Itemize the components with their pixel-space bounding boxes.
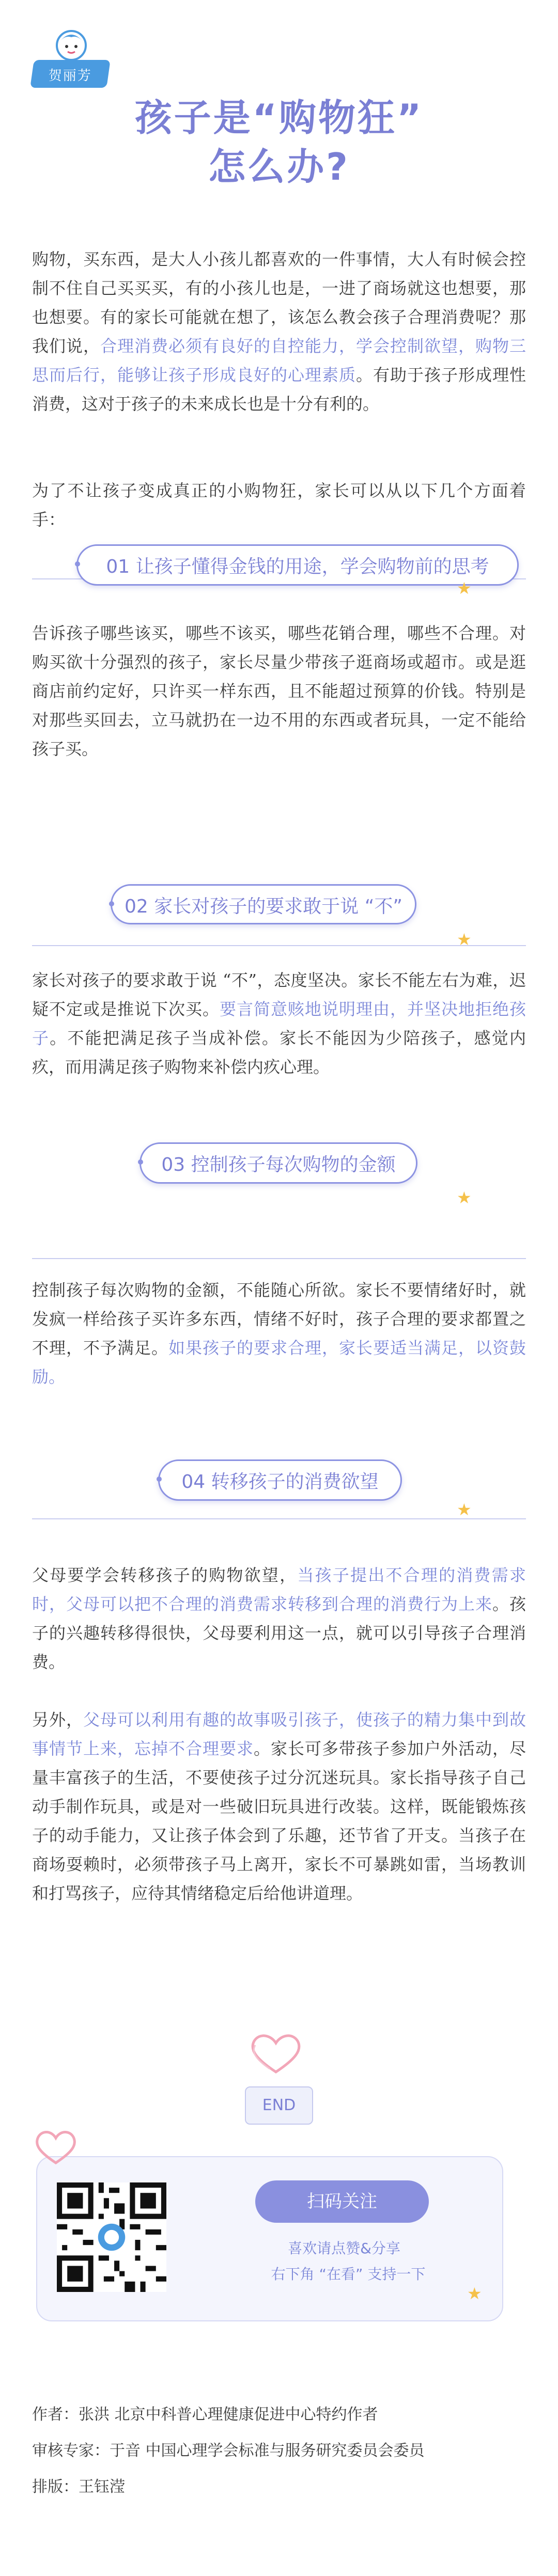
section-3-text: 控制孩子每次购物的金额，不能随心所欲。家长不要情绪好时，就发疯一样给孩子买许多东西，情绪不好时，孩子合理的要求都置之不理，不予满足。如果孩子的要求合理，家长要适当满足，以资鼓励。 <box>32 1280 526 1387</box>
end-badge: END <box>245 2086 313 2125</box>
cartoon-head-icon <box>55 26 88 62</box>
qr-code[interactable] <box>57 2182 166 2292</box>
credit-reviewer: 审核专家：于音 中国心理学会标准与服务研究委员会委员 <box>32 2442 425 2460</box>
star-icon: ★ <box>457 1500 472 1519</box>
intro-paragraph-2: 为了不让孩子变成真正的小购物狂，家长可以从以下几个方面着手： <box>32 481 526 529</box>
section-header-01: 01 让孩子懂得金钱的用途，学会购物前的思考 <box>76 544 519 586</box>
star-icon: ★ <box>457 578 472 598</box>
follow-button[interactable]: 扫码关注 <box>255 2180 429 2223</box>
card-line-1: 喜欢请点赞&分享 <box>288 2240 400 2257</box>
heart-icon <box>247 2031 305 2076</box>
section-divider <box>32 1258 526 1259</box>
section-4-text-2: 另外，父母可以利用有趣的故事吸引孩子，使孩子的精力集中到故事情节上来，忘掉不合理要求。家长可多带孩子参加户外活动，尽量丰富孩子的生活，不要使孩子过分沉迷玩具。家长指导孩子自己动手制作玩具，或是对一些破旧玩具进行改装。这样，既能锻炼孩子的动手能力，又让孩子体会到了乐趣，还节省了开支。当孩子在商场耍赖时，必须带孩子马上离开，家长不可暴跳如雷，当场教训和打骂孩子，应待其情绪稳定后给他讲道理。 <box>32 1710 526 1903</box>
intro-text-end: 。有助于孩子形成理性消费，这对于孩子的未来成长也是十分有利的。 <box>32 365 526 414</box>
credit-author: 作者：张洪 北京中科普心理健康促进中心特约作者 <box>32 2406 378 2424</box>
section-divider <box>32 945 526 946</box>
star-icon: ★ <box>467 2284 482 2303</box>
intro-highlight: 合理消费必须有良好的自控能力，学会控制欲望，购物三思而后行，能够让孩子形成良好的心理素质 <box>32 336 526 385</box>
credit-editor: 排版：王钰滢 <box>32 2478 125 2496</box>
section-1-text: 告诉孩子哪些该买，哪些不该买，哪些花销合理，哪些不合理。对购买欲十分强烈的孩子，家长尽量少带孩子逛商场或超市。或是逛商店前约定好，只许买一样东西，且不能超过预算的价钱。特别是对那些买回去，立马就扔在一边不用的东西或者玩具，一定不能给孩子买。 <box>32 623 526 759</box>
section-header-03: 03 控制孩子每次购物的金额 <box>140 1142 417 1184</box>
section-2-highlight: 要言简意赅地说明理由，并坚决地拒绝孩子 <box>32 999 526 1048</box>
brand-logo <box>32 26 109 90</box>
star-icon: ★ <box>457 930 472 949</box>
page-subtitle: 怎么办? <box>208 145 350 189</box>
section-header-04: 04 转移孩子的消费欲望 <box>158 1459 402 1501</box>
logo-text: 贺丽芳 <box>48 68 92 84</box>
star-icon: ★ <box>457 1188 472 1207</box>
intro-text: 购物，买东西，是大人小孩儿都喜欢的一件事情，大人有时候会控制不住自己买买买，有的小孩儿也是，一进了商场就这也想要，那也想要。有的家长可能就在想了，该怎么教会孩子合理消费呢？那我们说， <box>32 249 526 356</box>
card-line-2: 右下角 “在看” 支持一下 <box>271 2266 426 2283</box>
section-divider <box>32 1518 526 1519</box>
section-2-text: 家长对孩子的要求敢于说 “不”，态度坚决。家长不能左右为难，迟疑不定或是推说下次买。要言简意赅地说明理由，并坚决地拒绝孩子。不能把满足孩子当成补偿。家长不能因为少陪孩子，感觉内疚，而用满足孩子购物来补偿内疚心理。 <box>32 970 526 1077</box>
page-title: 孩子是“购物狂” <box>134 96 424 139</box>
section-4-text-1: 父母要学会转移孩子的购物欲望，当孩子提出不合理的消费需求时，父母可以把不合理的消费需求转移到合理的消费行为上来。孩子的兴趣转移得很快，父母要利用这一点，就可以引导孩子合理消费。 <box>32 1565 526 1672</box>
section-4-highlight-1: 当孩子提出不合理的消费需求时，父母可以把不合理的消费需求转移到合理的消费行为上来 <box>32 1565 526 1614</box>
qr-code-icon <box>57 2182 166 2292</box>
section-4-highlight-2: 父母可以利用有趣的故事吸引孩子，使孩子的精力集中到故事情节上来，忘掉不合理要求 <box>32 1710 526 1758</box>
section-3-highlight: 如果孩子的要求合理，家长要适当满足，以资鼓励。 <box>32 1338 526 1387</box>
section-header-02: 02 家长对孩子的要求敢于说 “不” <box>111 884 416 924</box>
heart-icon <box>32 2127 80 2167</box>
intro-paragraph <box>32 245 526 418</box>
